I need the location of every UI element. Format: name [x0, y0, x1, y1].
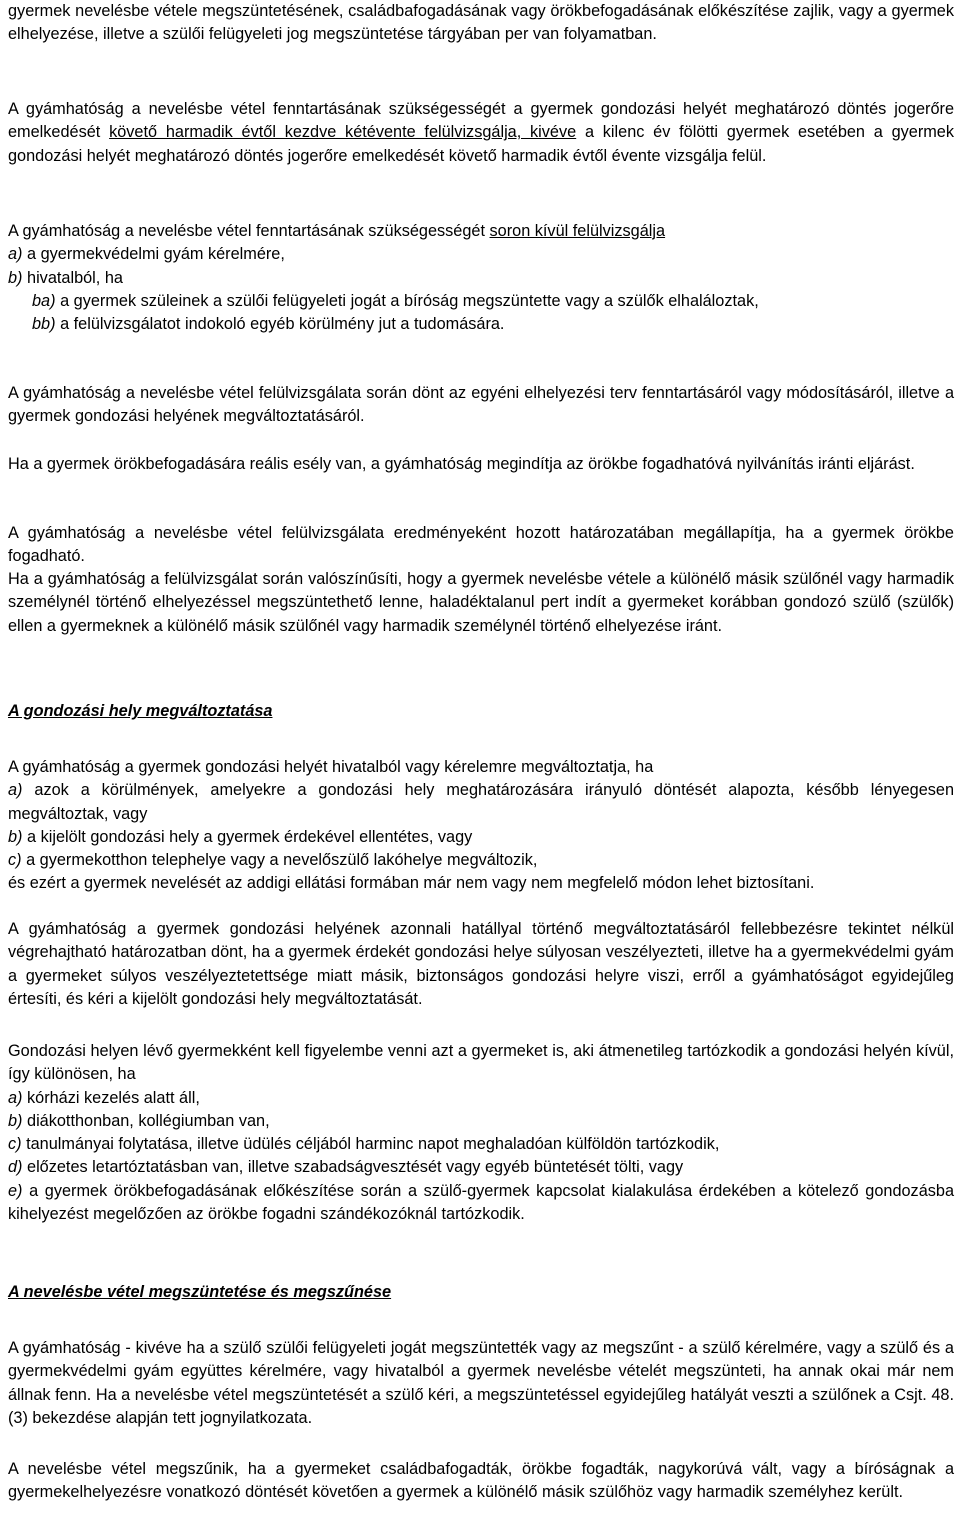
list-marker: d) [8, 1158, 23, 1177]
text-segment: A gyámhatóság a nevelésbe vétel fenntartásának szükségességét a gyermek gondozási helyét meghatározó döntés jogerőre emelkedését [8, 100, 954, 142]
list-item-text: a gyermekotthon telephelye vagy a nevelőszülő lakóhelye megváltozik, [21, 851, 538, 870]
list-item-c [8, 1133, 954, 1156]
list-item-text: kórházi kezelés alatt áll, [22, 1088, 200, 1107]
list-item-text: a felülvizsgálatot indokoló egyéb körülmény jut a tudomására. [55, 315, 505, 334]
paragraph-adoptable: A gyámhatóság a nevelésbe vétel felülvizsgálata eredményeként hozott határozatában megállapítja, ha a gyermek örökbe fogadható. [8, 524, 954, 566]
list-item-text: a gyermekvédelmi gyám kérelmére, [22, 245, 285, 264]
paragraph-termination-by-authority: A gyámhatóság - kivéve ha a szülő szülői felügyeleti jogát megszüntették vagy az megszűnt - a szülő kérelmére, vagy a szülő és a gyermekvédelmi gyám együttes kérelmére, vagy hivatalból a gyermek nevelésbe vételét megszünteti, ha annak okai már nem állnak fenn. Ha a nevelésbe vétel megszüntetését a szülő kéri, a megszüntetéssel egyidejűleg hatályát veszti a szülőnek a Csjt. 48. (3) bekezdése alapján tett jognyilatkozata. [8, 1339, 954, 1427]
paragraph-intro: Gondozási helyen lévő gyermekként kell figyelembe venni azt a gyermeket is, aki átmenetileg tartózkodik a gondozási helyén kívül, így különösen, ha [8, 1042, 954, 1084]
list-item-text: diákotthonban, kollégiumban van, [22, 1111, 270, 1130]
list-item-text: tanulmányai folytatása, illetve üdülés céljából harminc napot meghaladóan külföldön tartózkodik, [21, 1135, 720, 1154]
list-item-text: a kijelölt gondozási hely a gyermek érdekével ellentétes, vagy [22, 827, 473, 846]
paragraph-extraordinary-review [8, 220, 954, 336]
paragraph-periodic-review [8, 98, 954, 168]
underlined-text: soron kívül felülvizsgálja [489, 222, 666, 240]
list-item-d [8, 1156, 954, 1179]
list-item-e [8, 1180, 954, 1227]
paragraph-termination-automatic: A nevelésbe vétel megszűnik, ha a gyermeket családbafogadták, örökbe fogadták, nagykorúvá vált, vagy a bíróságnak a gyermekelhelyezésre vonatkozó döntését követően a gyermek a különélő másik szülőhöz vagy harmadik személyhez került. [8, 1460, 954, 1502]
list-marker: a) [8, 245, 23, 264]
review-intro-line [8, 220, 954, 243]
list-item-a [8, 779, 954, 826]
list-item-a [8, 1087, 954, 1110]
section-heading-termination: A nevelésbe vétel megszüntetése és megszűnése [8, 1283, 392, 1301]
list-item-text: előzetes letartóztatásban van, illetve szabadságvesztését vagy egyéb büntetését tölti, vagy [22, 1158, 684, 1177]
list-marker: e) [8, 1181, 23, 1200]
list-marker: a) [8, 1088, 23, 1107]
text-segment: a kilenc év fölötti gyermek esetében a gyermek gondozási helyét meghatározó döntés jogerőre emelkedését követő harmadik évtől évente vizsgálja felül. [8, 123, 955, 165]
list-marker: b) [8, 827, 23, 846]
paragraph-review-decision: A gyámhatóság a nevelésbe vétel felülvizsgálata során dönt az egyéni elhelyezési terv fenntartásáról vagy módosításáról, illetve a gyermek gondozási helyének megváltoztatásáról. [8, 384, 954, 426]
list-item-ba [8, 290, 954, 313]
list-item-text: a gyermek örökbefogadásának előkészítése során a szülő-gyermek kapcsolat kialakulása érdekében a kötelező gondozásba kihelyezést megelőzően az örökbe fogadni szándékozóknál tartózkodik. [8, 1181, 954, 1224]
list-item-text: hivatalból, ha [22, 268, 123, 287]
list-item-bb [8, 313, 954, 336]
list-marker: b) [8, 1111, 23, 1130]
paragraph-intro: A gyámhatóság a gyermek gondozási helyét hivatalból vagy kérelemre megváltoztatja, ha [8, 758, 654, 776]
list-item-b [8, 1110, 954, 1133]
paragraph-lawsuit: Ha a gyámhatóság a felülvizsgálat során valószínűsíti, hogy a gyermek nevelésbe vétele a különélő másik szülőnél vagy harmadik személynél történő elhelyezéssel megszüntethető lenne, haladéktalanul pert indít a gyermeket korábban gondozó szülő (szülők) ellen a gyermeknek a különélő másik szülőnél vagy harmadik személynél történő elhelyezése iránt. [8, 570, 954, 635]
list-item-text: a gyermek szüleinek a szülői felügyeleti jogát a bíróság megszüntette vagy a szülők elhaláloztak, [55, 291, 759, 310]
paragraph-adoption-procedure: Ha a gyermek örökbefogadására reális esély van, a gyámhatóság megindítja az örökbe fogadhatóvá nyilvánítás iránti eljárást. [8, 455, 915, 473]
section-heading-care-place-change: A gondozási hely megváltoztatása [8, 702, 273, 720]
list-marker: c) [8, 851, 22, 870]
list-item-b [8, 267, 954, 290]
paragraph-continuation: gyermek nevelésbe vétele megszüntetésének, családbafogadásának vagy örökbefogadásának előkészítése zajlik, vagy a gyermek elhelyezése, illetve a szülői felügyeleti jog megszüntetése tárgyában per van folyamatban. [8, 2, 954, 44]
paragraph-conclusion: és ezért a gyermek nevelését az addigi ellátási formában már nem vagy nem megfelelő módon lehet biztosítani. [8, 874, 815, 893]
text-segment: A gyámhatóság a nevelésbe vétel fenntartásának szükségességét [8, 222, 490, 240]
list-marker: ba) [32, 291, 56, 310]
list-marker: b) [8, 268, 23, 287]
list-item-b [8, 826, 954, 849]
paragraph-immediate-change: A gyámhatóság a gyermek gondozási helyének azonnali hatállyal történő megváltoztatásáról fellebbezésre tekintet nélkül végrehajtható határozatban dönt, ha a gyermek érdekét gondozási helye súlyosan veszélyezteti, illetve ha a gyermekvédelmi gyám a gyermeket súlyos veszélyeztetettsége miatt másik, biztonságos gondozási helyre viszi, erről a gyámhatóságot egyidejűleg értesíti, és kéri a kijelölt gondozási hely megváltoztatását. [8, 920, 954, 1008]
underlined-text: követő harmadik évtől kezdve kétévente felülvizsgálja, kivéve [109, 123, 577, 142]
list-marker: bb) [32, 315, 56, 334]
list-item-a [8, 243, 954, 266]
list-item-c [8, 849, 954, 872]
list-marker: c) [8, 1135, 22, 1154]
paragraph-care-place-change [8, 756, 954, 896]
paragraph-temporary-absence [8, 1040, 954, 1226]
list-marker: a) [8, 781, 23, 800]
list-item-text: azok a körülmények, amelyekre a gondozási hely meghatározására irányuló döntését alapozta, később lényegesen megváltoztak, vagy [8, 781, 954, 823]
